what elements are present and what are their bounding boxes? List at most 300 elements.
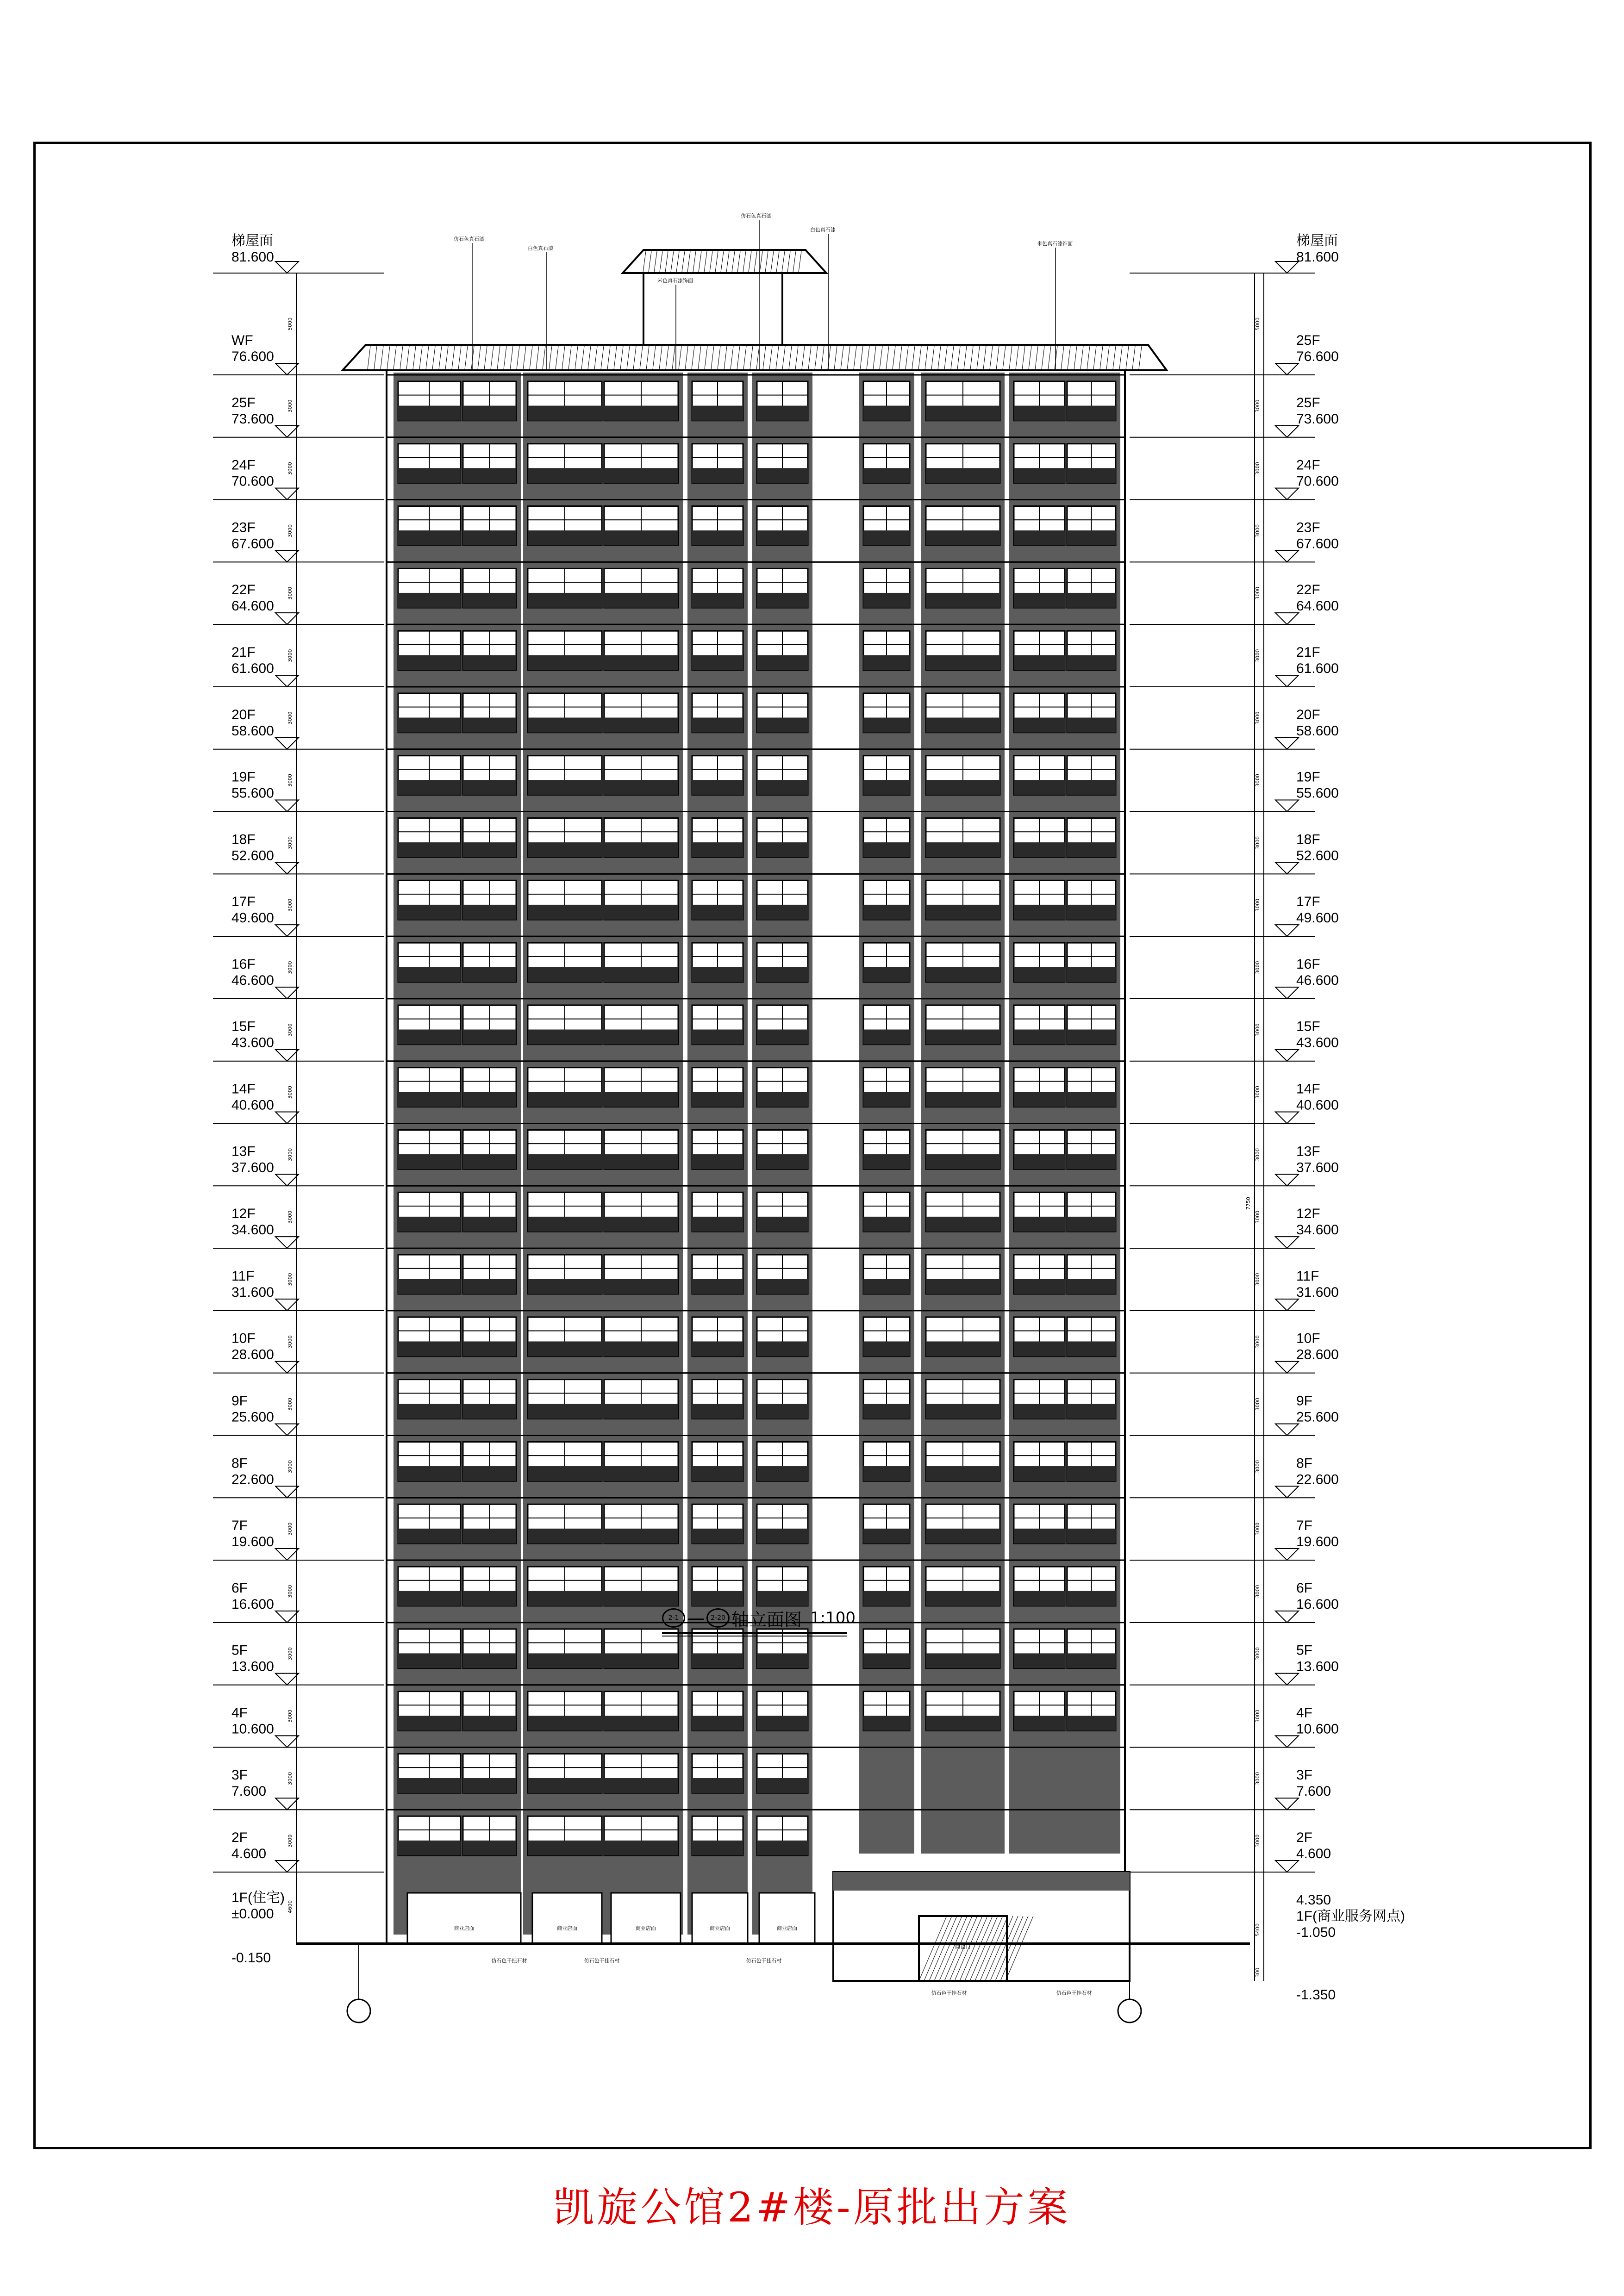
dim-ground-right: 5400 (1255, 1923, 1261, 1936)
shopfront-0 (407, 1893, 521, 1944)
window-railing (398, 1591, 461, 1606)
floor-elev-right-24: 4.600 (1296, 1846, 1331, 1861)
floor-name-right-16: 10F (1296, 1331, 1320, 1346)
window-railing (463, 1591, 516, 1606)
dim-floor-right-5: 3000 (1255, 711, 1261, 725)
level-triangle-left (275, 363, 299, 375)
floor-name-left-24: 2F (231, 1830, 248, 1845)
window-railing (863, 593, 910, 608)
window-railing (604, 718, 678, 733)
axis-marker-left (347, 1999, 370, 2022)
dim-floor-left-18: 3000 (287, 1522, 293, 1536)
floor-elev-left-3: 67.600 (231, 536, 274, 552)
floor-name-left-0: WF (231, 333, 253, 348)
window-railing (528, 1841, 602, 1855)
window-railing (926, 1529, 1000, 1543)
window-railing (757, 593, 808, 608)
window-railing (1014, 530, 1065, 545)
window-railing (1067, 1653, 1116, 1668)
window-railing (692, 655, 743, 670)
dim-floor-right-18: 3000 (1255, 1522, 1261, 1536)
window-railing (757, 655, 808, 670)
window-railing (757, 1778, 808, 1793)
window-railing (528, 1404, 602, 1419)
floor-elev-right-12: 40.600 (1296, 1097, 1339, 1113)
window-railing (863, 530, 910, 545)
window-railing (463, 1092, 516, 1107)
level-triangle-left (275, 613, 299, 624)
window-railing (757, 967, 808, 982)
floor-name-left-1: 25F (231, 395, 256, 411)
dim-floor-left-0: 3000 (287, 399, 293, 413)
window-railing (528, 780, 602, 795)
window-railing (604, 468, 678, 483)
window-railing (757, 1716, 808, 1730)
floor-elev-left-15: 31.600 (231, 1284, 274, 1300)
window-railing (528, 1341, 602, 1356)
floor-elev-left-23: 7.600 (231, 1784, 267, 1799)
floor-elev-left-4: 64.600 (231, 598, 274, 614)
floor-name-right-9: 17F (1296, 894, 1320, 910)
floor-name-left-20: 6F (231, 1580, 248, 1596)
window-railing (398, 967, 461, 982)
floor-name-left-3: 23F (231, 520, 256, 535)
dim-small-right: 300 (1255, 1967, 1261, 1978)
window-railing (1014, 1217, 1065, 1232)
floor-name-right-22: 4F (1296, 1705, 1313, 1721)
level-triangle-right (1275, 1611, 1299, 1623)
level-triangle-right (1275, 800, 1299, 812)
floor-elev-left-11: 43.600 (231, 1035, 274, 1051)
dim-floor-left-11: 3000 (287, 1086, 293, 1099)
window-railing (863, 967, 910, 982)
floor-elev-right-11: 43.600 (1296, 1035, 1339, 1051)
window-railing (926, 1653, 1000, 1668)
floor-name-right-19: 7F (1296, 1518, 1313, 1534)
window-railing (926, 842, 1000, 857)
window-railing (463, 1716, 516, 1730)
dim-floor-right-2: 3000 (1255, 524, 1261, 537)
window-railing (398, 1029, 461, 1044)
window-railing (692, 1466, 743, 1481)
window-railing (398, 1466, 461, 1481)
window-railing (463, 406, 516, 421)
level-triangle-right (1275, 1549, 1299, 1560)
window-railing (528, 593, 602, 608)
window-railing (863, 655, 910, 670)
dim-floor-right-3: 3000 (1255, 586, 1261, 600)
dim-floor-left-15: 3000 (287, 1335, 293, 1349)
window-railing (604, 1154, 678, 1169)
base-annotation-3: 仿石色干挂石材 (931, 1990, 967, 1996)
level-triangle-left (275, 1424, 299, 1435)
window-railing (528, 905, 602, 920)
window-railing (692, 1778, 743, 1793)
window-railing (863, 780, 910, 795)
window-railing (463, 905, 516, 920)
window-railing (604, 1404, 678, 1419)
floor-name-left-2: 24F (231, 457, 256, 473)
level-triangle-right (1275, 1424, 1299, 1435)
window-railing (692, 1279, 743, 1294)
window-railing (1014, 967, 1065, 982)
dim-floor-right-16: 3000 (1255, 1398, 1261, 1411)
window-railing (604, 780, 678, 795)
dim-floor-left-10: 3000 (287, 1023, 293, 1037)
window-railing (1067, 1029, 1116, 1044)
floor-name-left-10: 16F (231, 956, 256, 972)
base-annotation-1: 仿石色干挂石材 (584, 1958, 620, 1964)
floor-elev-left-16: 28.600 (231, 1347, 274, 1363)
floor-name-right-18: 8F (1296, 1456, 1313, 1471)
window-railing (1014, 905, 1065, 920)
dim-floor-left-14: 3000 (287, 1273, 293, 1286)
window-railing (926, 468, 1000, 483)
window-railing (528, 1466, 602, 1481)
floor-elev-right-0: 76.600 (1296, 349, 1339, 364)
floor-elev-right-10: 46.600 (1296, 972, 1339, 988)
window-railing (398, 1092, 461, 1107)
level-triangle-left (275, 488, 299, 500)
window-railing (1014, 1279, 1065, 1294)
window-railing (926, 1341, 1000, 1356)
window-railing (926, 1404, 1000, 1419)
roof-annotation-2: 米色真石漆饰面 (657, 278, 693, 284)
floor-name-right-17: 9F (1296, 1393, 1313, 1409)
window-railing (692, 967, 743, 982)
window-railing (463, 1029, 516, 1044)
level-triangle-right (1275, 925, 1299, 936)
podium-band (833, 1872, 1130, 1891)
floor-elev-right-13: 37.600 (1296, 1160, 1339, 1176)
shopfront-1 (532, 1893, 602, 1944)
window-railing (398, 406, 461, 421)
dim-floor-right-23: 3000 (1255, 1834, 1261, 1848)
dim-floor-right-20: 3000 (1255, 1647, 1261, 1661)
floor-elev-left-22: 10.600 (231, 1721, 274, 1737)
window-railing (398, 842, 461, 857)
window-railing (604, 1217, 678, 1232)
window-railing (926, 780, 1000, 795)
floor-name-left-7: 19F (231, 769, 256, 785)
level-triangle-left (275, 800, 299, 812)
window-railing (463, 1653, 516, 1668)
caption-label: 轴立面图 (731, 1609, 802, 1630)
dim-floor-left-5: 3000 (287, 711, 293, 725)
floor-name-right-13: 13F (1296, 1144, 1320, 1159)
level-triangle-right (1275, 675, 1299, 687)
window-railing (463, 1529, 516, 1543)
window-railing (757, 842, 808, 857)
window-railing (463, 842, 516, 857)
floor-name-right-3: 23F (1296, 520, 1320, 535)
window-railing (926, 1591, 1000, 1606)
window-railing (926, 593, 1000, 608)
floor-elev-right-14: 34.600 (1296, 1222, 1339, 1238)
window-railing (398, 1653, 461, 1668)
ground-elev-right: -1.050 (1296, 1925, 1336, 1940)
floor-name-left-14: 12F (231, 1206, 256, 1222)
window-railing (1067, 1404, 1116, 1419)
window-railing (757, 1591, 808, 1606)
window-railing (692, 1341, 743, 1356)
level-mid-right: 4.350 (1296, 1892, 1331, 1908)
window-railing (1014, 468, 1065, 483)
dim-floor-right-17: 3000 (1255, 1460, 1261, 1473)
window-railing (604, 530, 678, 545)
floor-elev-right-19: 19.600 (1296, 1534, 1339, 1550)
window-railing (528, 1029, 602, 1044)
level-triangle-right (1275, 613, 1299, 624)
dim-floor-right-9: 3000 (1255, 961, 1261, 974)
dim-floor-right-12: 3000 (1255, 1148, 1261, 1161)
window-railing (757, 1404, 808, 1419)
dim-floor-right-8: 3000 (1255, 898, 1261, 912)
dim-floor-right-4: 3000 (1255, 649, 1261, 662)
level-triangle-right (1275, 1237, 1299, 1248)
floor-elev-right-3: 67.600 (1296, 536, 1339, 552)
caption-dash: — (687, 1608, 705, 1628)
window-railing (863, 1279, 910, 1294)
level-triangle-right (1275, 363, 1299, 375)
window-railing (926, 530, 1000, 545)
dim-floor-right-11: 3000 (1255, 1086, 1261, 1099)
floor-name-left-8: 18F (231, 832, 256, 847)
floor-elev-right-8: 52.600 (1296, 848, 1339, 864)
window-railing (463, 1841, 516, 1855)
floor-elev-right-1: 73.600 (1296, 411, 1339, 427)
roof-label-right: 梯屋面 (1296, 233, 1338, 249)
window-railing (863, 1529, 910, 1543)
floor-name-right-5: 21F (1296, 644, 1320, 660)
window-railing (528, 1591, 602, 1606)
dim-floor-right-7: 3000 (1255, 836, 1261, 849)
floor-elev-left-13: 37.600 (231, 1160, 274, 1176)
level-triangle-left (275, 1174, 299, 1186)
dim-floor-right-14: 3000 (1255, 1273, 1261, 1286)
floor-name-right-23: 3F (1296, 1767, 1313, 1783)
dim-roof-left: 5000 (287, 317, 293, 330)
dim-floor-left-8: 3000 (287, 898, 293, 912)
window-railing (398, 655, 461, 670)
window-railing (398, 1716, 461, 1730)
level-triangle-right (1275, 261, 1299, 273)
floor-name-left-22: 4F (231, 1705, 248, 1721)
window-railing (398, 468, 461, 483)
dim-floor-right-19: 3000 (1255, 1585, 1261, 1598)
shopfront-4 (759, 1893, 815, 1944)
window-railing (692, 1154, 743, 1169)
window-railing (926, 718, 1000, 733)
window-railing (1067, 967, 1116, 982)
window-railing (692, 780, 743, 795)
window-railing (604, 406, 678, 421)
ground-elev-left: ±0.000 (231, 1906, 274, 1922)
base-annotation-0: 仿石色干挂石材 (491, 1958, 527, 1964)
dim-floor-left-6: 3000 (287, 774, 293, 787)
roof-elev-left: 81.600 (231, 249, 274, 265)
floor-name-right-12: 14F (1296, 1081, 1320, 1097)
window-railing (863, 1716, 910, 1730)
window-railing (1067, 1092, 1116, 1107)
dim-floor-right-15: 3000 (1255, 1335, 1261, 1349)
floor-name-right-2: 24F (1296, 457, 1320, 473)
window-railing (1067, 1716, 1116, 1730)
level-triangle-right (1275, 862, 1299, 874)
floor-name-right-6: 20F (1296, 707, 1320, 722)
window-railing (604, 1591, 678, 1606)
window-railing (398, 1341, 461, 1356)
window-railing (604, 905, 678, 920)
level-triangle-left (275, 261, 299, 273)
floor-name-right-11: 15F (1296, 1019, 1320, 1034)
window-railing (1014, 655, 1065, 670)
window-railing (863, 1092, 910, 1107)
dim-floor-right-21: 3000 (1255, 1710, 1261, 1723)
dim-total-right: 7750 (1245, 1197, 1251, 1210)
level-triangle-left (275, 1798, 299, 1810)
window-railing (757, 468, 808, 483)
window-railing (757, 718, 808, 733)
roof-annotation-0: 仿石色真石漆 (454, 236, 484, 242)
window-railing (863, 1466, 910, 1481)
level-triangle-right (1275, 1299, 1299, 1311)
window-railing (757, 1092, 808, 1107)
floor-name-left-21: 5F (231, 1643, 248, 1658)
level-triangle-right (1275, 426, 1299, 437)
window-railing (1067, 842, 1116, 857)
window-railing (863, 1404, 910, 1419)
window-railing (398, 1154, 461, 1169)
window-railing (1014, 1092, 1065, 1107)
window-railing (604, 842, 678, 857)
window-railing (926, 406, 1000, 421)
window-railing (1067, 718, 1116, 733)
floor-elev-left-0: 76.600 (231, 349, 274, 364)
floor-elev-left-21: 13.600 (231, 1659, 274, 1674)
ground-name-left: 1F(住宅) (231, 1890, 285, 1905)
window-railing (463, 655, 516, 670)
floor-name-left-15: 11F (231, 1268, 255, 1284)
floor-elev-right-22: 10.600 (1296, 1721, 1339, 1737)
window-railing (1067, 1529, 1116, 1543)
level-triangle-left (275, 1362, 299, 1373)
window-railing (692, 1529, 743, 1543)
floor-name-right-24: 2F (1296, 1830, 1313, 1845)
floor-name-right-14: 12F (1296, 1206, 1320, 1222)
window-railing (692, 468, 743, 483)
window-railing (528, 1778, 602, 1793)
window-railing (692, 718, 743, 733)
level-triangle-right (1275, 1112, 1299, 1124)
window-railing (398, 593, 461, 608)
floor-elev-left-1: 73.600 (231, 411, 274, 427)
floor-elev-left-14: 34.600 (231, 1222, 274, 1238)
window-railing (1067, 406, 1116, 421)
dim-floor-right-0: 3000 (1255, 399, 1261, 413)
window-railing (692, 406, 743, 421)
window-railing (863, 842, 910, 857)
window-railing (604, 655, 678, 670)
shopfront-3 (692, 1893, 748, 1944)
window-railing (463, 593, 516, 608)
floor-name-right-0: 25F (1296, 333, 1320, 348)
window-railing (604, 593, 678, 608)
window-railing (926, 655, 1000, 670)
level-triangle-left (275, 1549, 299, 1560)
level-triangle-left (275, 1299, 299, 1311)
window-railing (398, 1217, 461, 1232)
window-railing (757, 530, 808, 545)
floor-name-left-19: 7F (231, 1518, 248, 1534)
window-railing (398, 1529, 461, 1543)
floor-elev-left-6: 58.600 (231, 723, 274, 739)
floor-elev-left-19: 19.600 (231, 1534, 274, 1550)
level-triangle-left (275, 426, 299, 437)
floor-name-right-4: 22F (1296, 582, 1320, 598)
window-railing (1014, 780, 1065, 795)
level-triangle-left (275, 1860, 299, 1872)
dim-floor-left-3: 3000 (287, 586, 293, 600)
window-railing (926, 1279, 1000, 1294)
dim-floor-left-2: 3000 (287, 524, 293, 537)
level-triangle-right (1275, 1486, 1299, 1498)
window-railing (528, 1092, 602, 1107)
window-railing (528, 468, 602, 483)
window-railing (1067, 1341, 1116, 1356)
floor-name-right-10: 16F (1296, 956, 1320, 972)
window-railing (398, 1778, 461, 1793)
floor-name-left-23: 3F (231, 1767, 248, 1783)
window-railing (604, 1529, 678, 1543)
level-triangle-left (275, 1050, 299, 1061)
floor-name-right-20: 6F (1296, 1580, 1313, 1596)
window-railing (692, 1841, 743, 1855)
window-railing (604, 1778, 678, 1793)
window-railing (757, 406, 808, 421)
window-railing (863, 1653, 910, 1668)
floor-elev-left-9: 49.600 (231, 910, 274, 926)
window-railing (398, 718, 461, 733)
roof-label-left: 梯屋面 (231, 233, 273, 249)
window-railing (1014, 1591, 1065, 1606)
window-railing (1067, 1279, 1116, 1294)
window-railing (1014, 1404, 1065, 1419)
window-railing (1067, 530, 1116, 545)
shopfront-2 (611, 1893, 681, 1944)
window-railing (1067, 1217, 1116, 1232)
window-railing (1014, 718, 1065, 733)
window-railing (463, 718, 516, 733)
window-railing (692, 1653, 743, 1668)
window-railing (926, 967, 1000, 982)
window-railing (528, 1529, 602, 1543)
window-railing (692, 1404, 743, 1419)
axis-marker-right (1118, 1999, 1141, 2022)
dim-floor-right-1: 3000 (1255, 462, 1261, 475)
floor-elev-right-9: 49.600 (1296, 910, 1339, 926)
window-railing (1014, 842, 1065, 857)
level-triangle-right (1275, 1736, 1299, 1747)
window-railing (528, 1154, 602, 1169)
window-railing (1067, 468, 1116, 483)
ground-below-left: -0.150 (231, 1950, 271, 1966)
penthouse-box (643, 273, 782, 345)
floor-elev-left-12: 40.600 (231, 1097, 274, 1113)
window-railing (463, 1279, 516, 1294)
dim-floor-left-9: 3000 (287, 961, 293, 974)
axis-bubble-start: 2-1 (662, 1608, 685, 1628)
